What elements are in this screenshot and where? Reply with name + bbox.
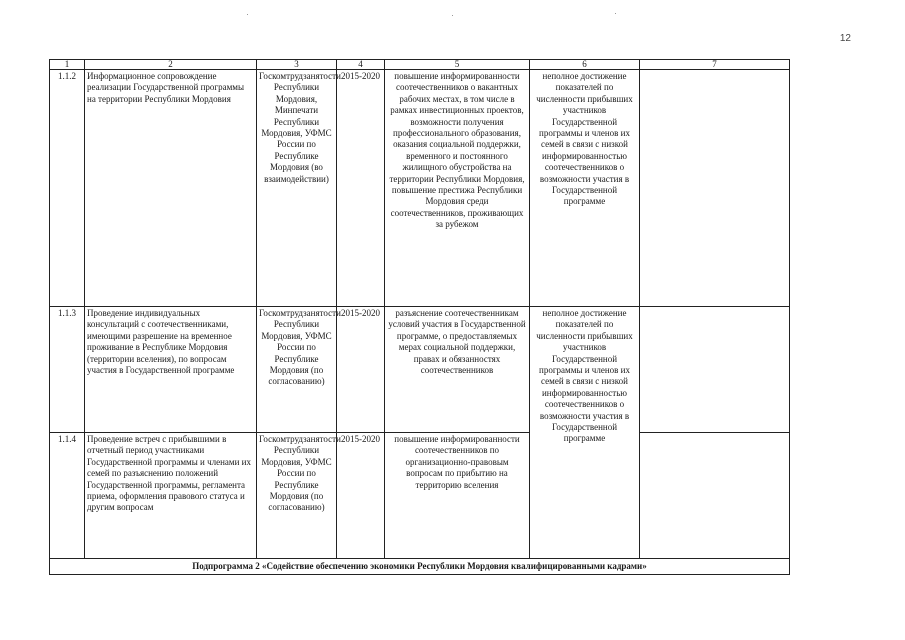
measures-table — [49, 59, 790, 575]
row-number: 1.1.2 — [50, 70, 85, 307]
period-cell: 2015-2020 — [337, 307, 385, 433]
note-cell — [640, 307, 790, 433]
executor-cell: Госкомтрудзанятости Республики Мордовия, УФМС России по Республике Мордовия (по согласованию) — [257, 433, 337, 559]
table-row — [50, 433, 790, 559]
note-cell — [640, 433, 790, 559]
scan-speck — [247, 14, 248, 15]
period-cell: 2015-2020 — [337, 433, 385, 559]
header-cell: 6 — [530, 60, 640, 70]
consequence-cell: неполное достижение показателей по численности прибывших участников Государственной программы и членов их семей в связи с низкой информированностью соотечественников о возможности участия в Государственной программе — [530, 70, 640, 307]
page-number: 12 — [839, 33, 851, 44]
scan-speck — [452, 15, 453, 16]
table-row — [50, 70, 790, 307]
executor-cell: Госкомтрудзанятости Республики Мордовия, УФМС России по Республике Мордовия (по согласованию) — [257, 307, 337, 433]
activity-cell: Информационное сопровождение реализации Государственной программы на территории Республики Мордовия — [85, 70, 257, 307]
header-cell: 3 — [257, 60, 337, 70]
header-row — [50, 60, 790, 70]
result-cell: разъяснение соотечественникам условий участия в Государственной программе, о предоставляемых мерах социальной поддержки, правах и обязанностях соотечественников — [385, 307, 530, 433]
subprogram-row — [50, 559, 790, 575]
row-number: 1.1.4 — [50, 433, 85, 559]
activity-cell: Проведение встреч с прибывшими в отчетный период участниками Государственной программы и членами их семей по разъяснению положений Государственной программы, регламента приема, оформления правового статуса и другим вопросам — [85, 433, 257, 559]
period-cell: 2015-2020 — [337, 70, 385, 307]
activity-cell: Проведение индивидуальных консультаций с соотечественниками, имеющими разрешение на временное проживание в Республике Мордовия (территории вселения), по вопросам участия в Государственной программе — [85, 307, 257, 433]
subprogram-title: Подпрограмма 2 «Содействие обеспечению экономики Республики Мордовия квалифицированными кадрами» — [50, 559, 790, 575]
scan-speck — [615, 13, 616, 14]
header-cell: 5 — [385, 60, 530, 70]
header-cell: 1 — [50, 60, 85, 70]
header-cell: 2 — [85, 60, 257, 70]
result-cell: повышение информированности соотечественников по организационно-правовым вопросам по прибытию на территорию вселения — [385, 433, 530, 559]
header-cell: 4 — [337, 60, 385, 70]
header-cell: 7 — [640, 60, 790, 70]
consequence-cell: неполное достижение показателей по численности прибывших участников Государственной программы и членов их семей в связи с низкой информированностью соотечественников о возможности участия в Государственной программе — [530, 307, 640, 559]
table-row — [50, 307, 790, 433]
result-cell: повышение информированности соотечественников о вакантных рабочих местах, в том числе в рамках инвестиционных проектов, возможности получения профессионального образования, оказания социальной поддержки, временного и постоянного жилищного обустройства на территории Республики Мордовия, повышение престижа Республики Мордовия среди соотечественников, проживающих за рубежом — [385, 70, 530, 307]
row-number: 1.1.3 — [50, 307, 85, 433]
note-cell — [640, 70, 790, 307]
executor-cell: Госкомтрудзанятости Республики Мордовия, Минпечати Республики Мордовия, УФМС России по Республике Мордовия (во взаимодействии) — [257, 70, 337, 307]
